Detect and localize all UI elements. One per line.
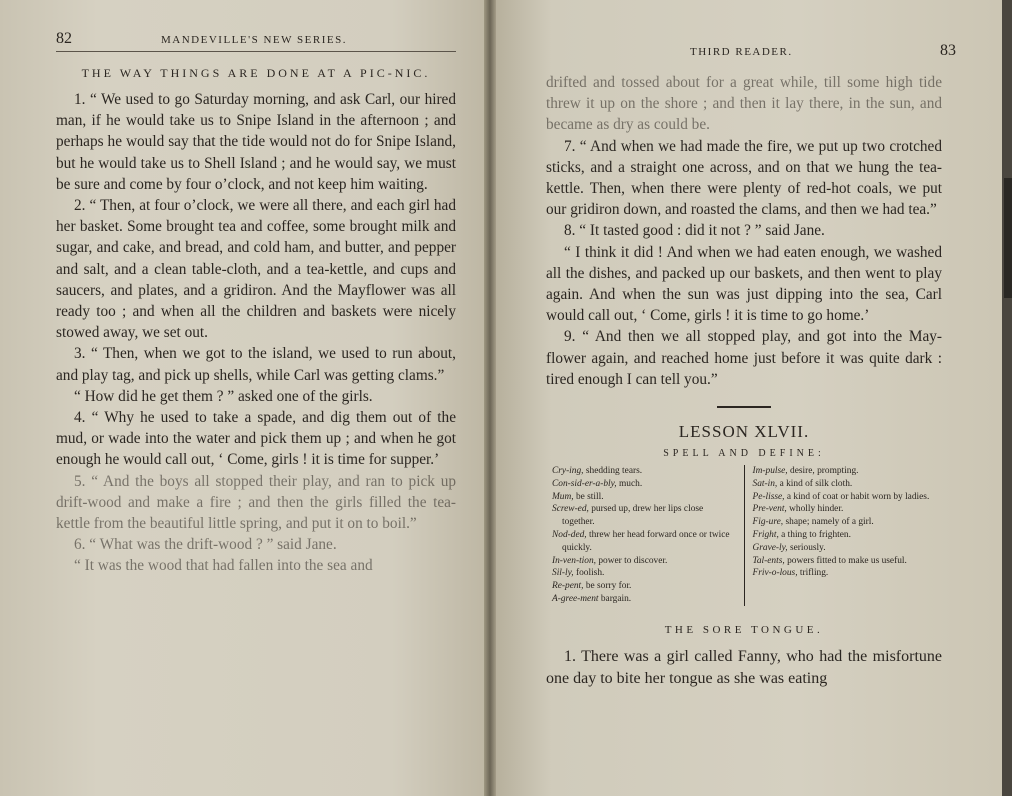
vocabulary-definition: foolish. — [573, 568, 605, 579]
right-running-head — [690, 42, 956, 60]
lesson-title: LESSON XLVII. — [678, 422, 810, 442]
vocabulary-word: Pe-lisse, — [752, 491, 785, 502]
vocabulary-definition: a kind of coat or habit worn by ladies. — [784, 491, 930, 502]
vocabulary-definition: much. — [616, 478, 643, 489]
vocabulary-entry — [753, 516, 937, 529]
page-edge — [1002, 0, 1012, 796]
vocabulary-entry — [552, 593, 736, 606]
spell-define-heading: SPELL AND DEFINE: — [663, 448, 825, 460]
vocabulary-definition: a thing to frighten. — [778, 530, 851, 541]
vocabulary-word: In-ven-tion, — [552, 555, 596, 566]
vocabulary-word: Fig-ure, — [752, 517, 784, 528]
paragraph-7-start: “ It was the wood that had fallen into the sea and — [74, 557, 373, 575]
vocabulary-entry — [552, 465, 736, 478]
paragraph-question: “ How did he get them ? ” asked one of the girls. — [74, 387, 373, 405]
left-running-title: MANDEVILLE'S NEW SERIES. — [161, 34, 347, 46]
lesson-rule — [717, 406, 771, 408]
paragraph-6: 6. “ What was the drift-wood ? ” said Jane. — [74, 536, 337, 554]
right-page — [490, 0, 1002, 796]
vocabulary-word: Sat-in, — [752, 478, 778, 489]
right-page-number: 83 — [940, 42, 956, 59]
vocabulary-word: Con-sid-er-a-bly, — [552, 478, 617, 489]
vocabulary-word: Cry-ing, — [552, 466, 584, 477]
vocabulary-word: Mum, — [552, 491, 574, 502]
vocabulary-definition: threw her head forward once or twice quickly. — [562, 530, 730, 553]
section-title: THE WAY THINGS ARE DONE AT A PIC-NIC. — [81, 66, 431, 80]
paragraph-4: 4. “ Why he used to take a spade, and dig them out of the mud, or wade into the water and pick them up ; and when he got enough he would call out, ‘ Come, girls ! it is time for supper.’ — [56, 409, 456, 469]
paragraph-continued: drifted and tossed about for a great while, till some high tide threw it up on the shore ; and then it lay there, in the sun, and became as dry as could be. — [546, 74, 942, 134]
vocabulary-entry — [753, 542, 937, 555]
vocabulary-word: Pre-vent, — [752, 504, 787, 515]
paragraph-9: 9. “ And then we all stopped play, and got into the May-flower again, and reached home just before it was quite dark : tired enough I can tell you.” — [546, 328, 942, 388]
vocabulary-definition: a kind of silk cloth. — [777, 478, 853, 489]
vocabulary-entry — [552, 529, 736, 555]
paragraph-reply: “ I think it did ! And when we had eaten enough, we washed all the dishes, and packed up our baskets, and then went to play again. And when the sun was just dipping into the sea, Carl would call out, ‘ Come, girls ! it is time to go home.’ — [546, 243, 942, 325]
vocabulary-entry — [552, 555, 736, 568]
vocabulary-definition: pursed up, drew her lips close together. — [562, 504, 704, 528]
paragraph-1: 1. “ We used to go Saturday morning, and ask Carl, our hired man, if he would take us to Snipe Island in the afternoon ; and perhaps he would say that the tide would not do for Snipe Island, but he would take us to Shell Island ; and he would say, we must be sure and come by four o’clock, and not keep him waiting. — [56, 91, 456, 193]
vocabulary-column-right — [747, 465, 943, 606]
paragraph-5: 5. “ And the boys all stopped their play, and ran to pick up drift-wood and make a fire ; and then the girls filled the tea-kettle from the beautiful little spring, and put it on to boil.” — [56, 472, 456, 533]
vocabulary-entry — [753, 491, 937, 504]
vocabulary-entry — [552, 503, 736, 529]
vocabulary-entry — [753, 529, 937, 542]
vocabulary-definition: shape; namely of a girl. — [783, 517, 874, 528]
story-paragraph: 1. There was a girl called Fanny, who had the misfortune one day to bite her tongue as she was eating — [546, 647, 942, 687]
vocabulary-entry — [552, 491, 736, 504]
vocabulary-word: Fright, — [752, 530, 779, 541]
vocabulary-word: Re-pent, — [552, 581, 584, 592]
vocabulary-column-left — [546, 465, 742, 606]
vocabulary-definition: be still. — [573, 491, 604, 502]
vocabulary-entry — [753, 567, 937, 580]
vocabulary-word: Screw-ed, — [552, 504, 589, 515]
vocabulary-definition: desire, prompting. — [787, 466, 859, 477]
vocabulary-word: Nod-ded, — [552, 530, 587, 541]
vocabulary-definition: wholly hinder. — [786, 504, 844, 515]
vocabulary-entry — [552, 567, 736, 580]
paragraph-3: 3. “ Then, when we got to the island, we used to run about, and play tag, and pick up shells, while Carl was getting clams.” — [56, 345, 456, 384]
vocabulary-word: Grave-ly, — [752, 542, 788, 553]
vocabulary-entry — [753, 478, 937, 491]
vocabulary-definition: powers fitted to make us useful. — [784, 555, 907, 566]
paragraph-7: 7. “ And when we had made the fire, we put up two crotched sticks, and a straight one across, and on that we hung the tea-kettle. Then, when there were plenty of red-hot coals, we put our gridiron down, and roasted the clams, and then we had tea.” — [546, 137, 942, 219]
vocabulary-divider — [744, 465, 745, 606]
story-title: THE SORE TONGUE. — [664, 623, 824, 636]
right-running-title: THIRD READER. — [690, 46, 793, 58]
vocabulary-list — [546, 465, 942, 606]
vocabulary-word: Tal-ents, — [752, 555, 785, 566]
vocabulary-word: Sil-ly, — [552, 568, 574, 579]
paragraph-2: 2. “ Then, at four o’clock, we were all there, and each girl had her basket. Some brought tea and coffee, some brought milk and sugar, and cake, and bread, and cold ham, and butter, and pepper and salt, and a clean table-cloth, and a tea-kettle, and cups and saucers, and plates, and a gridiron. And the Mayflower was all ready too ; and when all the children and baskets were nicely stowed away, we set out. — [56, 197, 456, 342]
paragraph-8: 8. “ It tasted good : did it not ? ” said Jane. — [564, 222, 825, 240]
page-tab-mark — [1004, 178, 1012, 298]
vocabulary-definition: shedding tears. — [583, 466, 643, 477]
vocabulary-definition: power to discover. — [596, 555, 668, 566]
left-page-number: 82 — [56, 30, 72, 47]
vocabulary-definition: seriously. — [787, 542, 826, 553]
vocabulary-entry — [753, 465, 937, 478]
vocabulary-word: Im-pulse, — [752, 466, 788, 477]
left-page — [0, 0, 490, 796]
vocabulary-entry — [552, 580, 736, 593]
vocabulary-word: Friv-o-lous, — [752, 568, 798, 579]
vocabulary-definition: be sorry for. — [583, 581, 632, 592]
vocabulary-entry — [753, 555, 937, 568]
book-gutter — [484, 0, 496, 796]
vocabulary-entry — [552, 478, 736, 491]
vocabulary-definition: trifling. — [797, 568, 829, 579]
vocabulary-entry — [753, 503, 937, 516]
vocabulary-word: A-gree-ment — [552, 594, 599, 605]
left-running-head — [56, 30, 456, 52]
vocabulary-definition: bargain. — [598, 594, 632, 605]
